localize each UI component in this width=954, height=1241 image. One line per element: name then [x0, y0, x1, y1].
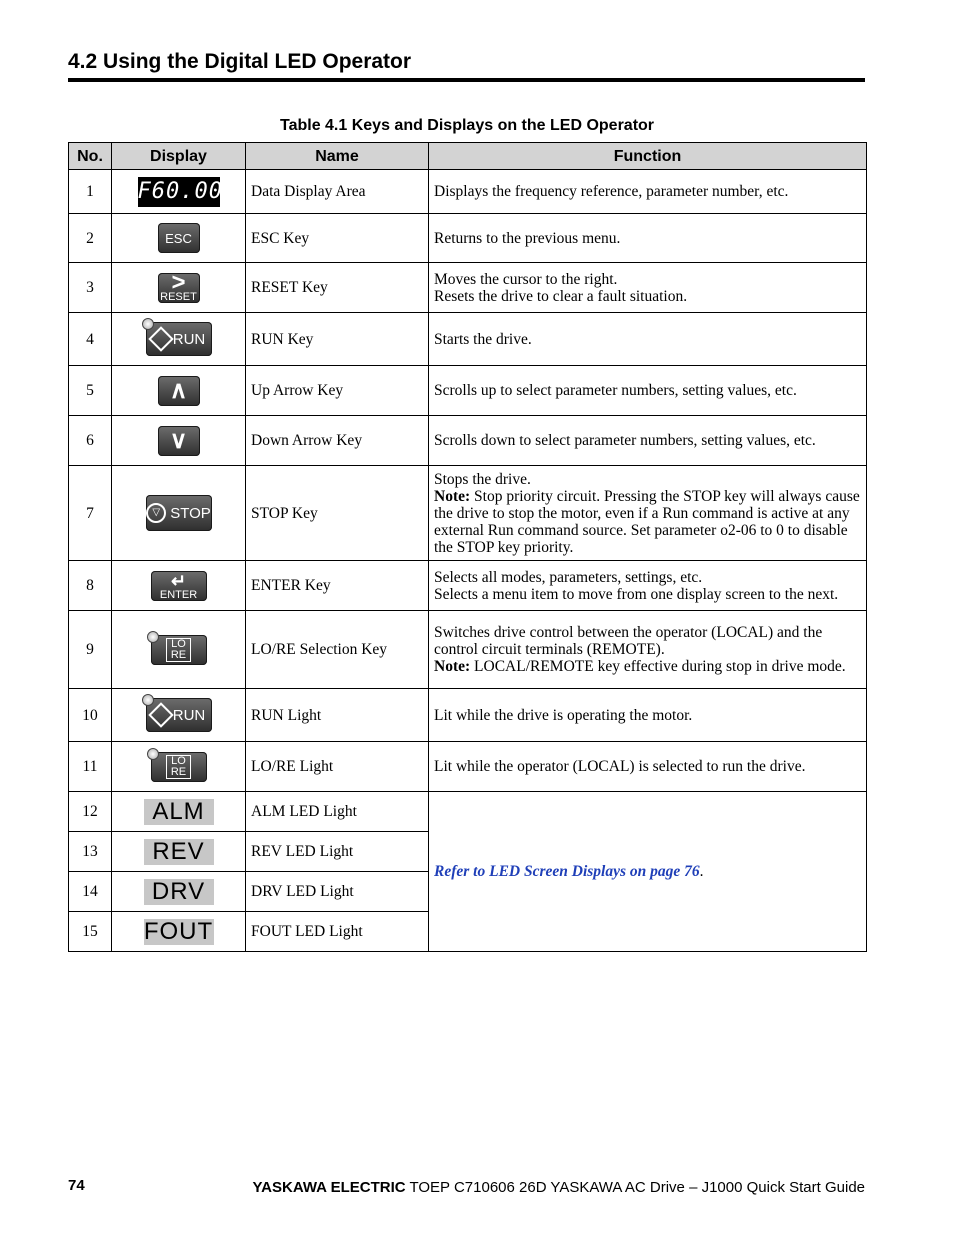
table-row [69, 792, 867, 832]
row-name: LO/RE Selection Key [246, 611, 429, 689]
note-text: Stop priority circuit. Pressing the STOP key will always cause the drive to stop the motor, even if a Run command is active at any external Run command source. Set parameter o2-06 to 0 to disable the STOP key priority. [434, 487, 860, 556]
row-number: 13 [69, 832, 112, 872]
display-cell [112, 742, 246, 792]
lo-re-label [166, 638, 191, 662]
display-cell [112, 170, 246, 214]
row-name: ENTER Key [246, 561, 429, 611]
run-icon [148, 702, 173, 727]
row-number: 12 [69, 792, 112, 832]
row-name: ESC Key [246, 214, 429, 263]
row-number: 2 [69, 214, 112, 263]
header-name: Name [246, 143, 429, 170]
table-row [69, 742, 867, 792]
display-cell [112, 366, 246, 416]
note-label: Note: [434, 658, 471, 675]
lo-label: LO [171, 638, 186, 650]
enter-key[interactable] [151, 571, 207, 601]
row-name: FOUT LED Light [246, 912, 429, 952]
row-function: Returns to the previous menu. [429, 214, 867, 263]
alm-led-label: ALM [144, 799, 214, 825]
row-name: Data Display Area [246, 170, 429, 214]
row-name: LO/RE Light [246, 742, 429, 792]
row-function [429, 466, 867, 561]
led-screen-displays-link[interactable] [429, 792, 867, 952]
rev-led-label: REV [144, 839, 214, 865]
display-cell [112, 313, 246, 366]
row-number: 1 [69, 170, 112, 214]
function-note [434, 488, 861, 556]
row-number: 15 [69, 912, 112, 952]
row-function: Lit while the drive is operating the motor. [429, 689, 867, 742]
display-cell [112, 912, 246, 952]
up-arrow-icon: ∧ [169, 376, 188, 404]
reset-key-label: RESET [160, 290, 197, 303]
lo-label: LO [171, 755, 186, 767]
table-caption: Table 4.1 Keys and Displays on the LED Operator [279, 117, 655, 134]
esc-key[interactable]: ESC [158, 223, 200, 253]
row-name: STOP Key [246, 466, 429, 561]
row-name: RESET Key [246, 263, 429, 313]
function-line: Stops the drive. [434, 470, 531, 488]
note-label: Note: [434, 487, 471, 505]
link-period: . [699, 863, 704, 880]
row-name: DRV LED Light [246, 872, 429, 912]
display-cell [112, 263, 246, 313]
stop-key-label: STOP [170, 504, 211, 522]
footer-brand: YASKAWA ELECTRIC [252, 1179, 406, 1196]
function-note [434, 658, 861, 675]
row-function: Scrolls up to select parameter numbers, setting values, etc. [429, 366, 867, 416]
row-function [429, 561, 867, 611]
function-line: Moves the cursor to the right. [434, 270, 618, 288]
drv-led-label: DRV [144, 879, 214, 905]
re-label: RE [170, 649, 187, 661]
table-header-row [69, 143, 867, 170]
row-number: 3 [69, 263, 112, 313]
table-row [69, 561, 867, 611]
row-number: 14 [69, 872, 112, 912]
lo-re-label [166, 755, 191, 779]
led-indicator-icon [142, 694, 154, 706]
display-cell [112, 792, 246, 832]
led-indicator-icon [147, 631, 159, 643]
chevron-right-icon: > [171, 268, 186, 296]
reset-key[interactable] [158, 268, 200, 303]
re-label: RE [170, 766, 187, 778]
down-arrow-icon: ∨ [169, 426, 188, 454]
row-function [429, 611, 867, 689]
row-number: 4 [69, 313, 112, 366]
row-number: 8 [69, 561, 112, 611]
run-light-label: RUN [172, 706, 206, 724]
row-name: Up Arrow Key [246, 366, 429, 416]
header-function: Function [429, 143, 867, 170]
page-number: 74 [68, 1177, 85, 1194]
row-number: 6 [69, 416, 112, 466]
row-name: REV LED Light [246, 832, 429, 872]
row-function [429, 263, 867, 313]
run-light [146, 698, 212, 732]
run-key[interactable] [146, 322, 212, 356]
display-cell [112, 611, 246, 689]
function-line: Selects a menu item to move from one display screen to the next. [434, 585, 839, 603]
data-display-area: F60.00 [138, 177, 220, 207]
display-cell [112, 466, 246, 561]
table-row [69, 313, 867, 366]
row-number: 5 [69, 366, 112, 416]
led-indicator-icon [142, 318, 154, 330]
table-row [69, 170, 867, 214]
row-function: Scrolls down to select parameter numbers, setting values, etc. [429, 416, 867, 466]
row-name: Down Arrow Key [246, 416, 429, 466]
display-cell [112, 561, 246, 611]
function-line: Switches drive control between the operator (LOCAL) and the control circuit terminals (REMOTE). [434, 624, 823, 658]
display-cell [112, 689, 246, 742]
row-name: RUN Key [246, 313, 429, 366]
led-screen-displays-link-text[interactable]: Refer to LED Screen Displays on page 76 [434, 863, 700, 880]
lo-re-light [151, 752, 207, 782]
display-cell [112, 416, 246, 466]
row-number: 9 [69, 611, 112, 689]
run-key-label: RUN [172, 330, 206, 348]
function-line: Selects all modes, parameters, settings, etc. [434, 568, 703, 586]
enter-arrow-icon: ↵ [170, 570, 187, 591]
footer-text [253, 1179, 865, 1196]
row-function: Displays the frequency reference, parameter number, etc. [429, 170, 867, 214]
enter-key-label: ENTER [159, 588, 198, 601]
row-name: ALM LED Light [246, 792, 429, 832]
note-text: LOCAL/REMOTE key effective during stop in drive mode. [470, 658, 846, 675]
keys-table [68, 142, 867, 952]
run-icon [148, 326, 173, 351]
footer-doc: TOEP C710606 26D YASKAWA AC Drive – J1000 Quick Start Guide [405, 1179, 865, 1196]
table-row [69, 689, 867, 742]
row-number: 11 [69, 742, 112, 792]
display-cell [112, 872, 246, 912]
table-row [69, 416, 867, 466]
section-title: 4.2 Using the Digital LED Operator [68, 50, 865, 82]
table-row [69, 611, 867, 689]
table-row [69, 263, 867, 313]
table-row [69, 214, 867, 263]
lo-re-key[interactable] [151, 635, 207, 665]
up-arrow-key[interactable] [158, 376, 200, 406]
stop-icon: ▽ [146, 503, 166, 523]
header-no: No. [69, 143, 112, 170]
led-indicator-icon [147, 748, 159, 760]
row-name: RUN Light [246, 689, 429, 742]
row-function: Starts the drive. [429, 313, 867, 366]
header-display: Display [112, 143, 246, 170]
display-cell [112, 214, 246, 263]
down-arrow-key[interactable] [158, 426, 200, 456]
table-row [69, 366, 867, 416]
row-number: 7 [69, 466, 112, 561]
function-line: Resets the drive to clear a fault situation. [434, 287, 688, 305]
fout-led-label: FOUT [143, 917, 214, 945]
display-cell [112, 832, 246, 872]
table-row [69, 466, 867, 561]
row-function: Lit while the operator (LOCAL) is selected to run the drive. [429, 742, 867, 792]
stop-key[interactable] [146, 495, 212, 531]
row-number: 10 [69, 689, 112, 742]
